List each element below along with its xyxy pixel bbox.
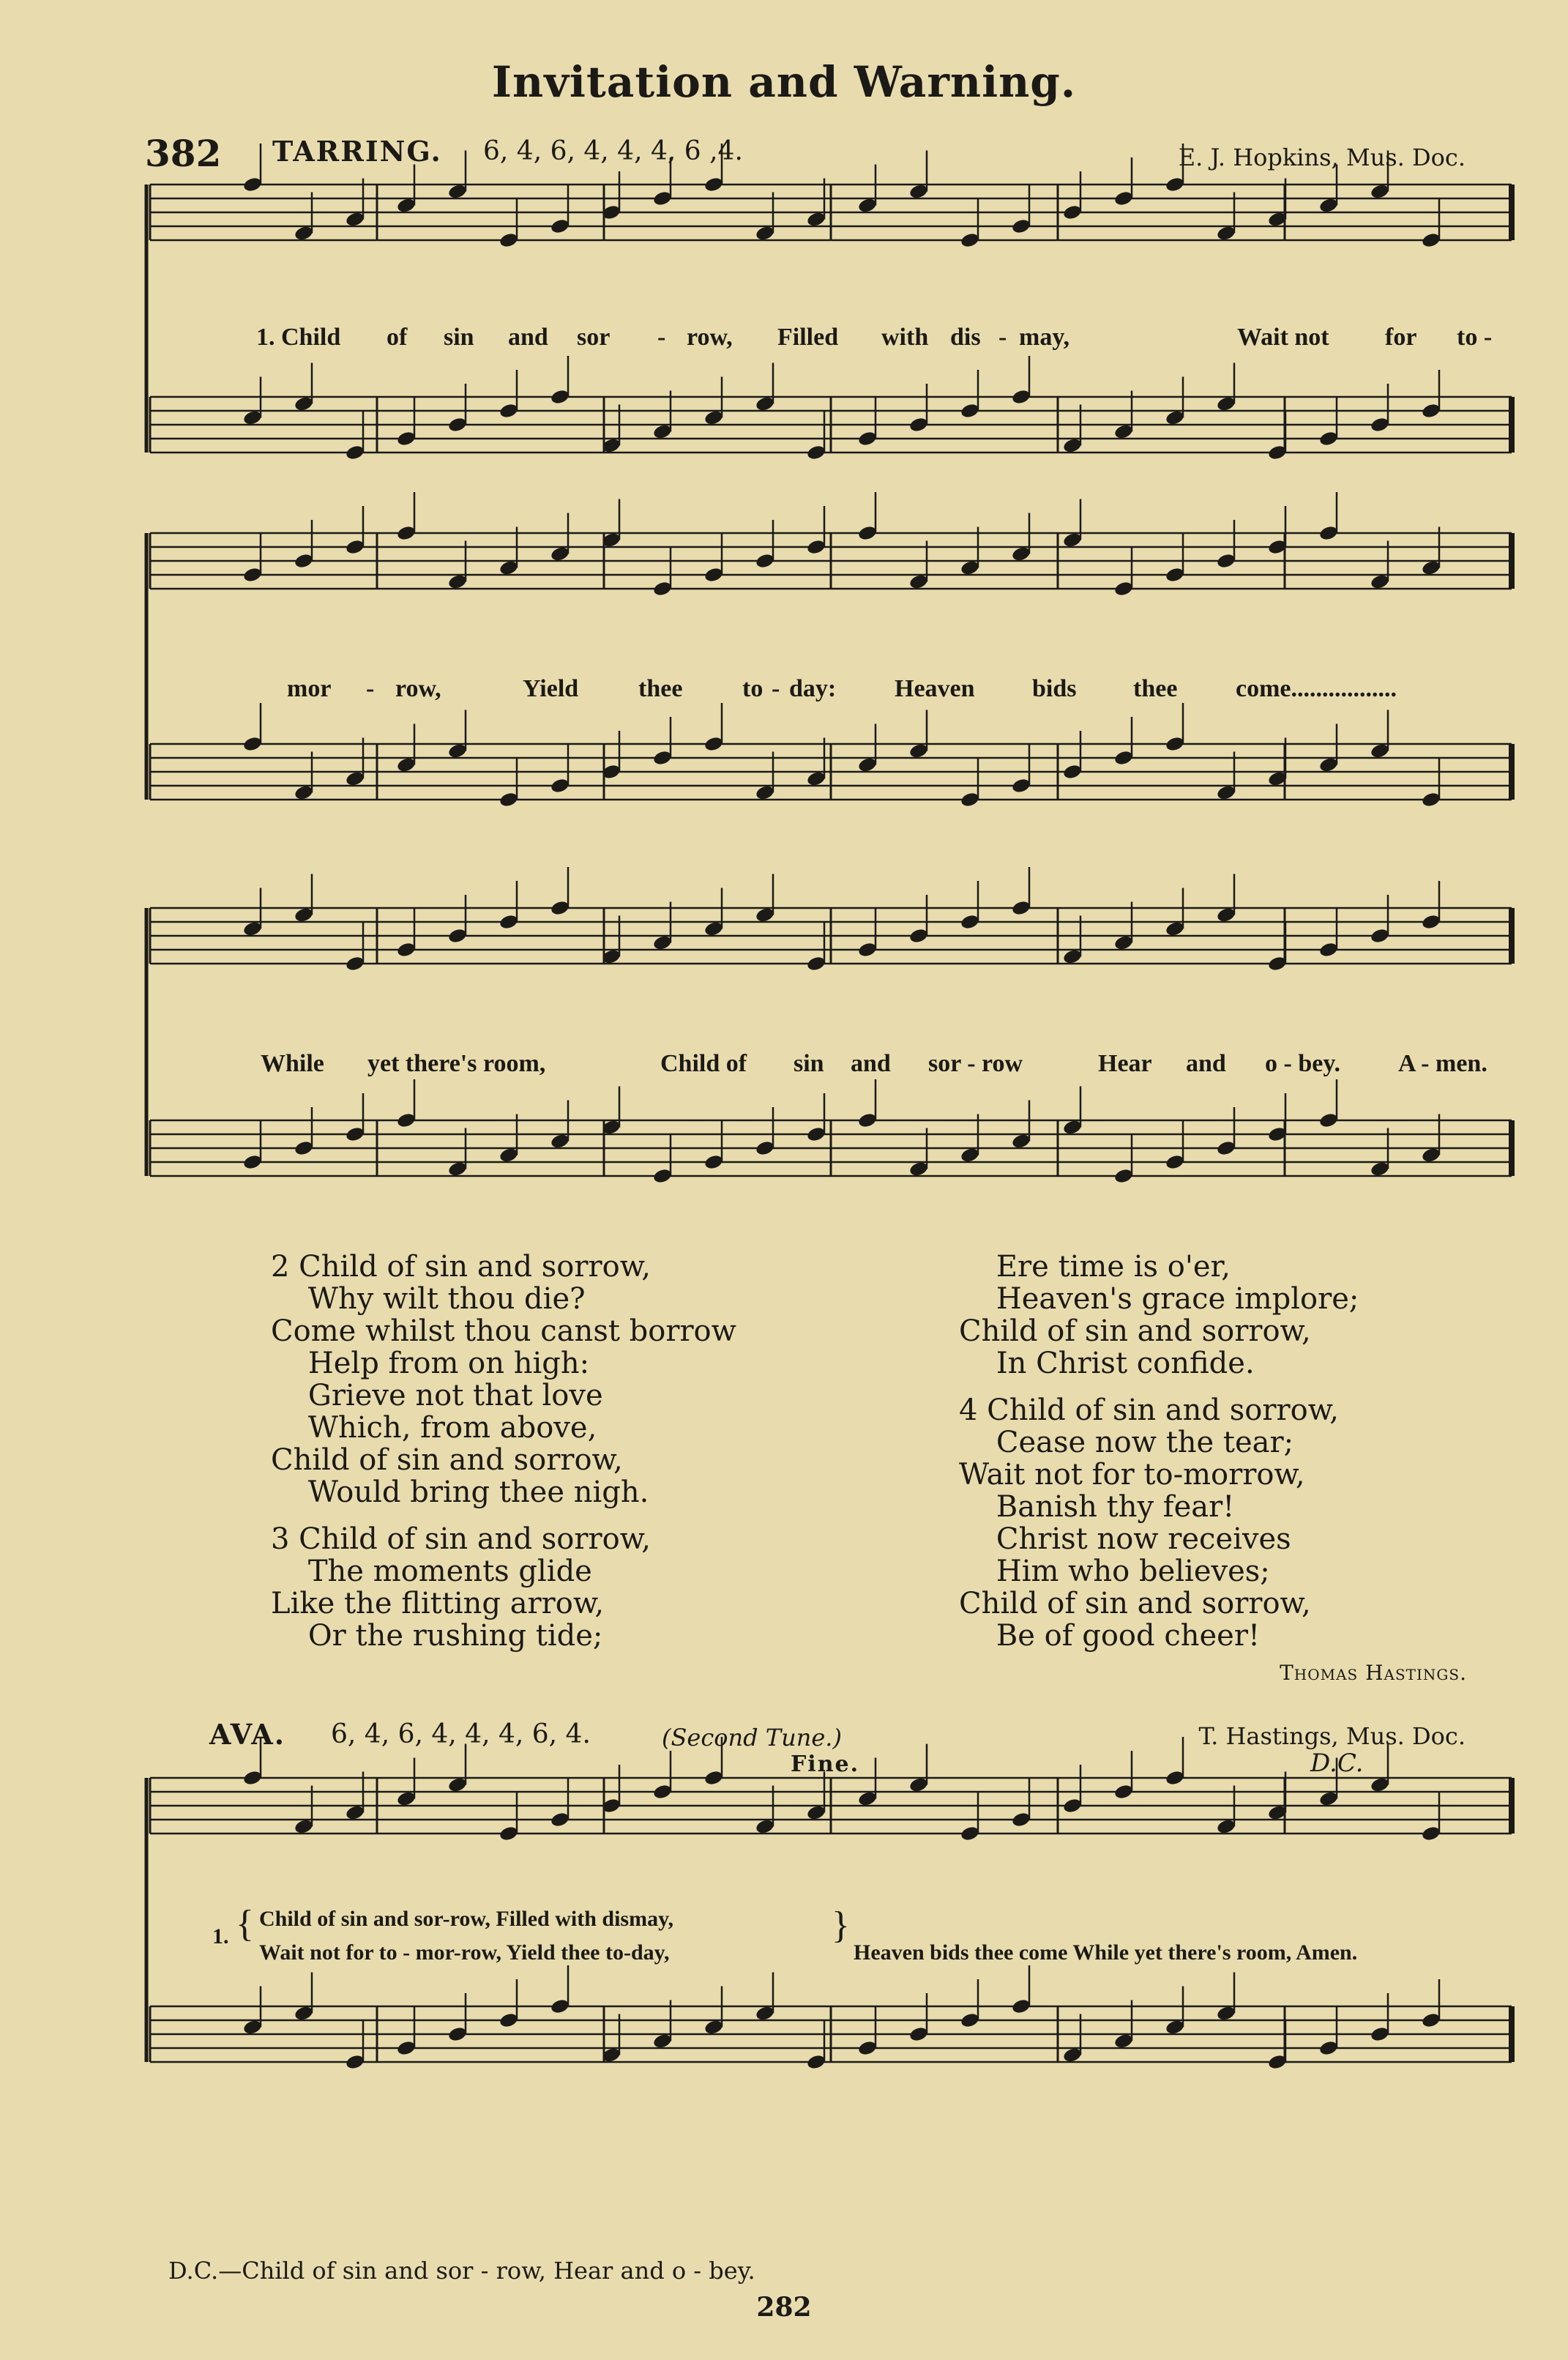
lyric-s2-9: bids [1032, 675, 1077, 702]
dc-mark: D.C. [1310, 1749, 1364, 1778]
meter: 6, 4, 6, 4, 4, 4, 6 ,4. [483, 136, 743, 166]
lyric-s3-6: Hear [1098, 1050, 1152, 1077]
lyric-s3-4: and [851, 1050, 891, 1077]
lyric-s3-2: Child of [660, 1050, 747, 1077]
fine-mark: Fine. [791, 1752, 860, 1777]
lyric-s1-9: dis [950, 324, 981, 351]
lyric-s1-14: to - [1457, 324, 1493, 351]
tune-name: TARRING. [272, 135, 442, 168]
lyric-s3-7: and [1186, 1050, 1226, 1077]
lyric-s1-5: - [657, 324, 666, 351]
lyric-s2-10: thee [1133, 675, 1178, 702]
lyric-s1-8: with [881, 324, 929, 351]
lyric-s2-6: - [772, 675, 780, 702]
lyric-s3-9: A - men. [1398, 1050, 1487, 1077]
lyric-s3-8: o - bey. [1265, 1050, 1340, 1077]
second-tune-lyric-2: Wait not for to - mor-row, Yield thee to-day, [259, 1940, 670, 1965]
lyric-s1-1: of [387, 324, 408, 351]
lyric-s2-11: come................. [1236, 675, 1397, 702]
second-tune-label: (Second Tune.) [662, 1724, 842, 1752]
brace-close-icon: } [832, 1905, 850, 1946]
second-tune-name: AVA. [209, 1718, 285, 1751]
lyric-s2-3: Yield [523, 675, 579, 702]
brace-icon: { [236, 1903, 254, 1945]
lyric-s3-0: While [261, 1050, 324, 1077]
lyric-s1-10: - [998, 324, 1007, 351]
lyric-s1-13: for [1385, 324, 1417, 351]
lyric-s2-0: mor [287, 675, 332, 702]
second-tune-meter: 6, 4, 6, 4, 4, 4, 6, 4. [331, 1719, 591, 1749]
verse-2: 2 Child of sin and sorrow, Why wilt thou die? Come whilst thou canst borrow Help from on high: Grieve not that love Which, from above, Child of sin and sorrow, Would bring thee nigh. [271, 1250, 736, 1509]
verse-3: 3 Child of sin and sorrow, The moments glide Like the flitting arrow, Or the rushing tide; [271, 1522, 651, 1653]
second-tune-lyric-1: Child of sin and sor-row, Filled with dismay, [259, 1907, 673, 1931]
lyric-s1-7: Filled [777, 324, 839, 351]
page-number: 282 [756, 2292, 812, 2323]
lyric-s2-4: thee [638, 675, 683, 702]
lyric-s1-11: may, [1019, 324, 1069, 351]
second-tune-composer: T. Hastings, Mus. Doc. [1198, 1722, 1466, 1750]
verse-3-cont: Ere time is o'er, Heaven's grace implore; Child of sin and sorrow, In Christ confide. [959, 1250, 1359, 1380]
lyric-s3-3: sin [794, 1050, 824, 1077]
composer: E. J. Hopkins, Mus. Doc. [1178, 144, 1466, 171]
section-title: Invitation and Warning. [491, 57, 1077, 107]
lyric-s2-5: to [742, 675, 764, 702]
lyric-s1-4: sor [577, 324, 611, 351]
second-tune-verse-num: 1. [212, 1924, 229, 1948]
lyric-s1-3: and [508, 324, 548, 351]
verse-4: 4 Child of sin and sorrow, Cease now the tear; Wait not for to-morrow, Banish thy fear! Christ now receives Him who believes; Child of sin and sorrow, Be of good cheer! [959, 1393, 1339, 1653]
hymn-number: 382 [145, 132, 222, 175]
lyric-s2-8: Heaven [895, 675, 975, 702]
lyric-s3-1: yet there's room, [367, 1050, 546, 1077]
lyric-s1-12: Wait not [1237, 324, 1329, 351]
lyric-s2-2: row, [395, 675, 441, 702]
author: Thomas Hastings. [1280, 1661, 1467, 1685]
dc-line: D.C.—Child of sin and sor - row, Hear and o - bey. [168, 2257, 755, 2285]
lyric-s1-6: row, [687, 324, 733, 351]
lyric-s1-0: 1. Child [256, 324, 341, 351]
lyric-s3-5: sor - row [928, 1050, 1023, 1077]
lyric-s1-2: sin [444, 324, 474, 351]
lyric-s2-1: - [366, 675, 375, 702]
second-tune-lyric-3: Heaven bids thee come While yet there's room, Amen. [854, 1940, 1358, 1965]
lyric-s2-7: day: [789, 675, 837, 702]
